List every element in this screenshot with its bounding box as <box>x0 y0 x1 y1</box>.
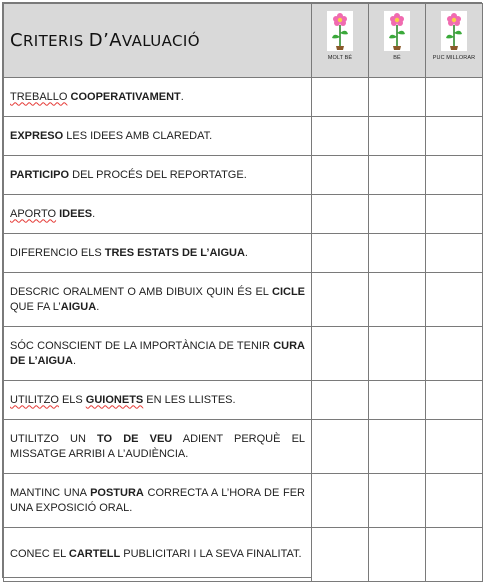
rating-cell-molt-be[interactable] <box>312 78 369 117</box>
criterion-fragment: . <box>92 207 96 220</box>
criterion-fragment: TREBALLO <box>10 90 68 103</box>
criterion-text <box>4 195 312 234</box>
rating-cell-be[interactable] <box>369 273 426 327</box>
rating-cell-molt-be[interactable] <box>312 195 369 234</box>
rating-cell-puc-millorar[interactable] <box>426 420 483 474</box>
rating-cell-molt-be[interactable] <box>312 156 369 195</box>
rating-cell-puc-millorar[interactable] <box>426 234 483 273</box>
criterion-text <box>4 528 312 582</box>
title-initial-c: C <box>10 30 23 51</box>
title-initial-a: A <box>109 30 122 51</box>
criterion-fragment: PUBLICITARI I LA SEVA FINALITAT. <box>120 548 302 560</box>
criterion-fragment: CONEC EL <box>10 548 69 560</box>
criterion-row <box>4 234 483 273</box>
rating-cell-be[interactable] <box>369 474 426 528</box>
title-apostrophe: ’ <box>103 30 110 51</box>
criterion-fragment: QUE FA L’ <box>10 300 61 313</box>
criterion-row <box>4 528 483 582</box>
rating-cell-molt-be[interactable] <box>312 528 369 582</box>
rating-cell-be[interactable] <box>369 528 426 582</box>
criterion-fragment: . <box>72 354 77 367</box>
rubric-title <box>4 4 312 78</box>
criterion-fragment: ADIENT PERQUÈ EL MISSATGE ARRIBI A L’AUDIÈNCIA. <box>10 432 306 460</box>
criterion-text <box>4 273 312 327</box>
rating-header-molt-be <box>312 4 369 78</box>
rating-cell-molt-be[interactable] <box>312 117 369 156</box>
criterion-fragment: . <box>96 300 100 313</box>
criterion-keyword: AIGUA <box>60 300 97 313</box>
criterion-row <box>4 327 483 381</box>
criterion-row <box>4 420 483 474</box>
criterion-fragment: ELS <box>58 393 86 406</box>
rating-cell-be[interactable] <box>369 420 426 474</box>
rubric-table <box>3 3 483 582</box>
criterion-keyword: IDEES <box>59 207 93 220</box>
criterion-row <box>4 117 483 156</box>
criterion-keyword: PARTICIPO <box>10 168 70 181</box>
criterion-row <box>4 381 483 420</box>
title-initial-d: D <box>88 30 104 51</box>
rating-cell-molt-be[interactable] <box>312 420 369 474</box>
criterion-keyword: COOPERATIVAMENT <box>70 90 181 103</box>
flower-pink-icon <box>441 11 467 51</box>
criterion-text <box>4 117 312 156</box>
criterion-text <box>4 234 312 273</box>
rating-cell-be[interactable] <box>369 234 426 273</box>
rating-cell-be[interactable] <box>369 381 426 420</box>
criterion-text <box>4 156 312 195</box>
rating-cell-be[interactable] <box>369 195 426 234</box>
criterion-keyword: CARTELL <box>68 548 121 560</box>
rating-cell-be[interactable] <box>369 327 426 381</box>
criterion-fragment: DEL PROCÉS DEL REPORTATGE. <box>69 168 247 181</box>
rating-cell-puc-millorar[interactable] <box>426 273 483 327</box>
criterion-fragment: . <box>180 90 184 103</box>
criterion-fragment: DESCRIC ORALMENT O AMB DIBUIX QUIN ÉS EL <box>10 285 272 298</box>
criterion-fragment: LES IDEES AMB CLAREDAT. <box>63 129 213 142</box>
criterion-keyword: TO DE VEU <box>97 432 173 445</box>
criterion-fragment: . <box>244 246 248 259</box>
title-word-criteris: RITERIS <box>22 32 89 50</box>
header-row <box>4 4 483 78</box>
criterion-fragment: APORTO <box>10 207 57 220</box>
criterion-fragment: SÓC CONSCIENT DE LA IMPORTÀNCIA DE TENIR <box>10 339 274 352</box>
rating-cell-molt-be[interactable] <box>312 273 369 327</box>
rating-cell-puc-millorar[interactable] <box>426 381 483 420</box>
rating-cell-molt-be[interactable] <box>312 234 369 273</box>
rating-cell-be[interactable] <box>369 117 426 156</box>
criterion-fragment: UTILITZO <box>10 393 59 406</box>
rating-cell-puc-millorar[interactable] <box>426 195 483 234</box>
rating-cell-puc-millorar[interactable] <box>426 156 483 195</box>
criterion-row <box>4 273 483 327</box>
criterion-keyword: CURA DE L’AIGUA <box>10 339 305 367</box>
rating-header-puc-millorar <box>426 4 483 78</box>
rating-label: BÉ <box>393 55 401 61</box>
rating-cell-molt-be[interactable] <box>312 327 369 381</box>
criterion-text <box>4 474 312 528</box>
criterion-row <box>4 156 483 195</box>
flower-pink-icon <box>384 11 410 51</box>
rating-cell-be[interactable] <box>369 156 426 195</box>
rating-cell-puc-millorar[interactable] <box>426 78 483 117</box>
rating-cell-be[interactable] <box>369 78 426 117</box>
criterion-keyword: CICLE <box>272 285 305 298</box>
criterion-row <box>4 474 483 528</box>
criterion-text <box>4 381 312 420</box>
rating-cell-molt-be[interactable] <box>312 474 369 528</box>
criterion-fragment: EN LES LLISTES. <box>143 393 236 406</box>
criterion-keyword: EXPRESO <box>10 129 64 142</box>
criterion-keyword: GUIONETS <box>85 393 144 406</box>
criterion-fragment: CORRECTA A L’HORA DE FER UNA EXPOSICIÓ ORAL. <box>10 486 305 514</box>
criterion-keyword: TRES ESTATS DE L’AIGUA <box>104 246 245 259</box>
criterion-text <box>4 78 312 117</box>
criterion-keyword: POSTURA <box>90 486 144 499</box>
flower-pink-icon <box>327 11 353 51</box>
rating-cell-molt-be[interactable] <box>312 381 369 420</box>
criterion-fragment: DIFERENCIO ELS <box>10 246 105 259</box>
rating-cell-puc-millorar[interactable] <box>426 474 483 528</box>
criterion-fragment: UTILITZO UN <box>10 432 98 445</box>
title-word-avaluacio: VALUACIÓ <box>121 32 200 50</box>
criterion-row <box>4 78 483 117</box>
rating-cell-puc-millorar[interactable] <box>426 117 483 156</box>
evaluation-rubric <box>2 2 482 578</box>
criterion-text <box>4 327 312 381</box>
rating-header-be <box>369 4 426 78</box>
rating-cell-puc-millorar[interactable] <box>426 327 483 381</box>
criterion-fragment: MANTINC UNA <box>10 486 91 499</box>
rating-cell-puc-millorar[interactable] <box>426 528 483 582</box>
criterion-text <box>4 420 312 474</box>
rating-label: PUC MILLORAR <box>432 55 476 61</box>
rating-label: MOLT BÉ <box>327 55 353 61</box>
criterion-row <box>4 195 483 234</box>
